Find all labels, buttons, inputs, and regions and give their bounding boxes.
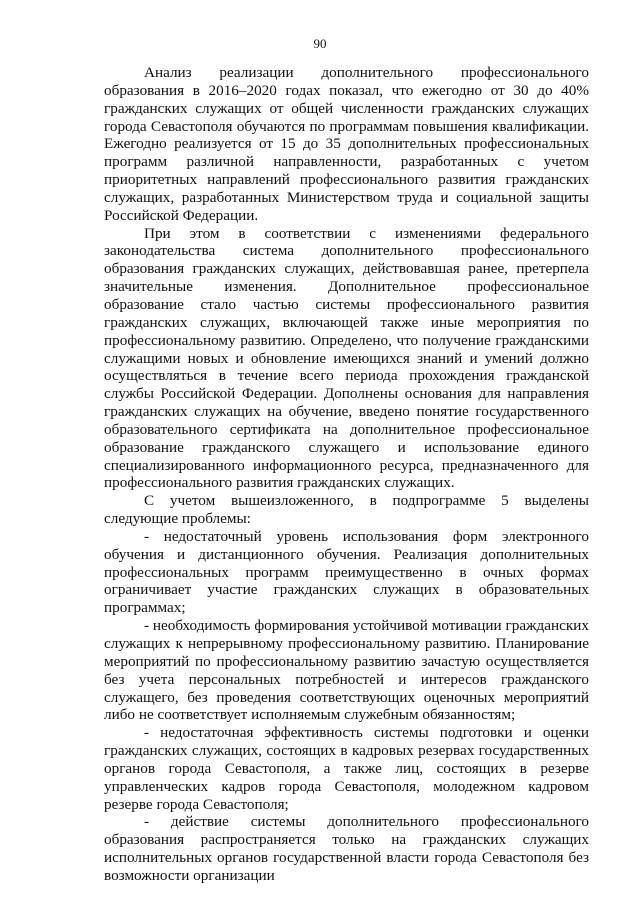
paragraph-analysis: Анализ реализации дополнительного профессионального образования в 2016–2020 годах показал, что ежегодно от 30 до 40% гражданских служащих от общей численности гражданских служащих города Севастополя обучаются по программам повышения квалификации. Ежегодно реализуется от 15 до 35 дополнительных профессиональных программ различной направленности, разработанных с учетом приоритетных направлений профессионального развития гражданских служащих, разработанных Министерством труда и социальной защиты Российской Федерации. <box>104 64 589 224</box>
page-body <box>104 64 589 885</box>
page-number: 90 <box>313 36 327 51</box>
problem-item-reserve-training: - недостаточная эффективность системы подготовки и оценки гражданских служащих, состоящих в кадровых резервах государственных органов города Севастополя, а также лиц, состоящих в резерве управленческих кадров города Севастополя, молодежном кадровом резерве города Севастополя; <box>104 724 589 813</box>
paragraph-problems-intro: С учетом вышеизложенного, в подпрограмме 5 выделены следующие проблемы: <box>104 492 589 528</box>
problem-item-distance-learning: - недостаточный уровень использования форм электронного обучения и дистанционного обучения. Реализация дополнительных профессиональных программ преимущественно в очных формах ограничивает участие гражданских служащих в образовательных программах; <box>104 527 589 617</box>
problem-item-motivation: - необходимость формирования устойчивой мотивации гражданских служащих к непрерывному профессиональному развитию. Планирование мероприятий по профессиональному развитию зачастую осуществляется без учета персональных потребностей и интересов гражданского служащего, без проведения соответствующих оценочных мероприятий либо не соответствует исполняемым служебным обязанностям; <box>104 617 589 724</box>
problem-item-scope-limitation: - действие системы дополнительного профессионального образования распространяется только на гражданских служащих исполнительных органов государственной власти города Севастополя без возможности организации <box>104 813 589 884</box>
paragraph-legislation-changes: При этом в соответствии с изменениями федерального законодательства система дополнительного профессионального образования гражданских служащих, действовавшая ранее, претерпела значительные изменения. Дополнительное профессиональное образование стало частью системы профессионального развития гражданских служащих, включающей также иные мероприятия по профессиональному развитию. Определено, что получение гражданскими служащими новых и обновление имеющихся знаний и умений должно осуществляться в течение всего периода прохождения гражданской службы Российской Федерации. Дополнены основания для направления гражданских служащих на обучение, введено понятие государственного образовательного сертификата на дополнительное профессиональное образование гражданского служащего и использование единого специализированного информационного ресурса, предназначенного для профессионального развития гражданских служащих. <box>104 224 589 492</box>
